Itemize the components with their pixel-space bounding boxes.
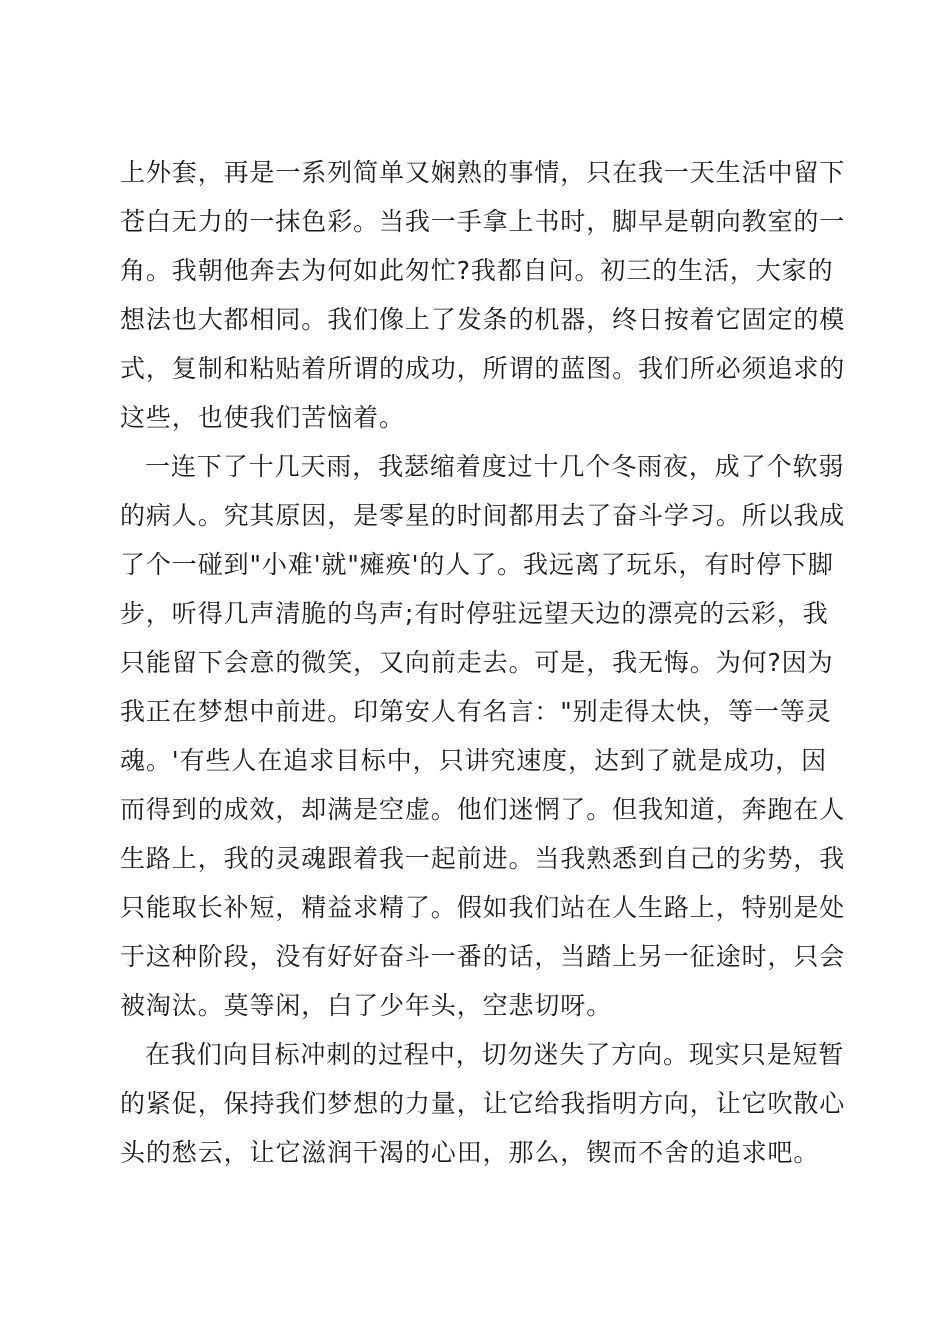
text-line: 的病人。究其原因，是零星的时间都用去了奋斗学习。所以我成 [120,501,846,530]
text-line: 了个一碰到"小难'就"瘫痪'的人了。我远离了玩乐，有时停下脚 [120,550,834,579]
text-line: 而得到的成效，却满是空虚。他们迷惘了。但我知道，奔跑在人 [120,795,846,824]
paragraph-2 [120,442,846,1030]
text-line: 式，复制和粘贴着所谓的成功，所谓的蓝图。我们所必须追求的 [120,354,846,383]
text-line: 头的愁云，让它滋润干渴的心田，那么，锲而不舍的追求吧。 [120,1138,820,1167]
paragraph-3 [120,1030,846,1177]
text-line: 步，听得几声清脆的鸟声;有时停驻远望天边的漂亮的云彩，我 [120,599,829,628]
text-line: 的紧促，保持我们梦想的力量，让它给我指明方向，让它吹散心 [120,1089,846,1118]
text-line: 我正在梦想中前进。印第安人有名言："别走得太快，等一等灵 [120,697,832,726]
text-line: 在我们向目标冲刺的过程中，切勿迷失了方向。现实只是短暂 [145,1040,845,1069]
text-line: 上外套，再是一系列简单又娴熟的事情，只在我一天生活中留下 [120,158,846,187]
text-line: 魂。'有些人在追求目标中，只讲究速度，达到了就是成功，因 [120,746,828,775]
text-line: 角。我朝他奔去为何如此匆忙?我都自问。初三的生活，大家的 [120,256,834,285]
text-line: 只能取长补短，精益求精了。假如我们站在人生路上，特别是处 [120,893,846,922]
text-line: 苍白无力的一抹色彩。当我一手拿上书时，脚早是朝向教室的一 [120,207,846,236]
text-line: 这些，也使我们苦恼着。 [120,403,405,432]
text-line: 想法也大都相同。我们像上了发条的机器，终日按着它固定的模 [120,305,846,334]
text-line: 一连下了十几天雨，我瑟缩着度过十几个冬雨夜，成了个软弱 [145,452,845,481]
paragraph-1 [120,148,846,442]
text-line: 被淘汰。莫等闲，白了少年头，空悲切呀。 [120,991,613,1020]
text-line: 只能留下会意的微笑，又向前走去。可是，我无悔。为何?因为 [120,648,834,677]
text-line: 生路上，我的灵魂跟着我一起前进。当我熟悉到自己的劣势，我 [120,844,846,873]
text-line: 于这种阶段，没有好好奋斗一番的话，当踏上另一征途时，只会 [120,942,846,971]
document-body [120,148,846,1177]
